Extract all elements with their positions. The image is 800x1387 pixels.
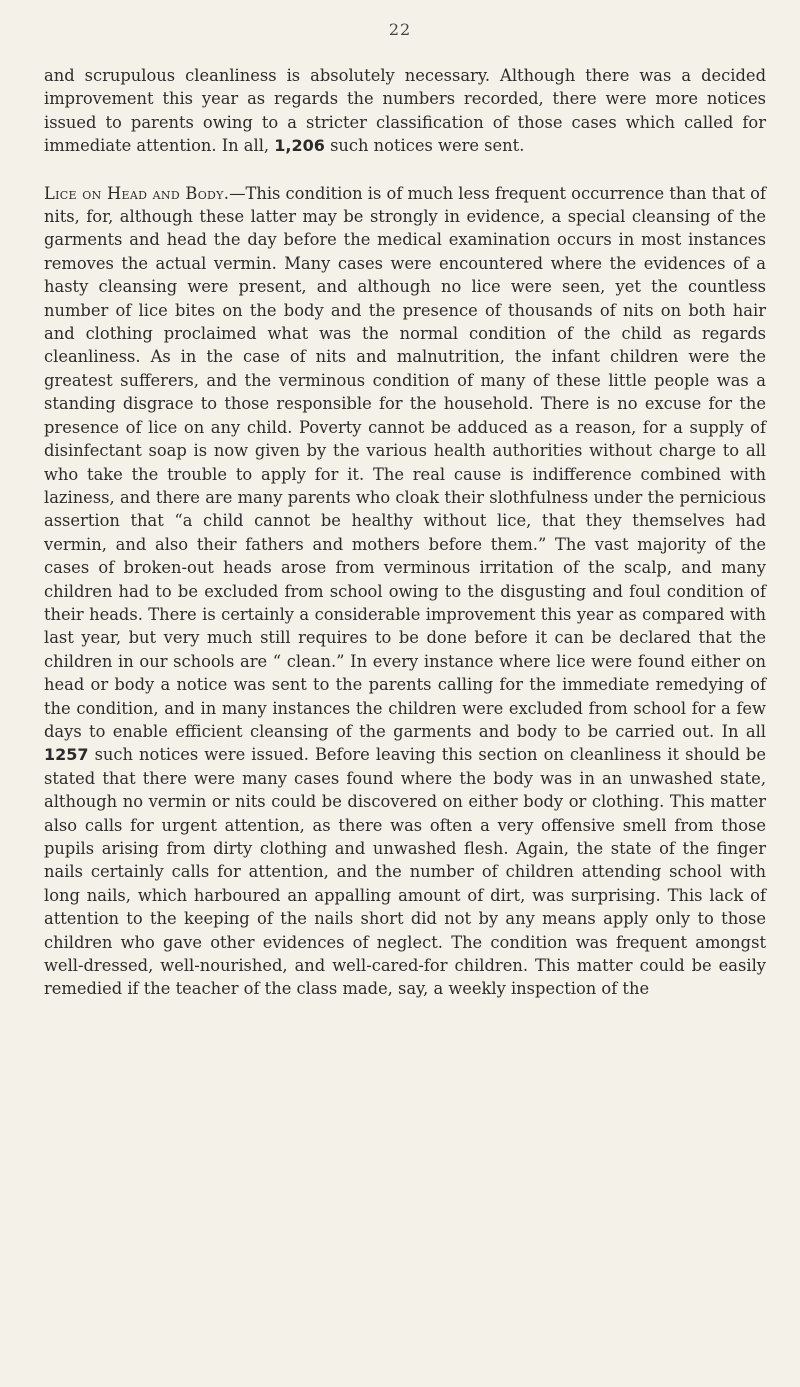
paragraph-1-text-end: such notices were sent. [324, 136, 525, 156]
paragraph-continuation [44, 64, 766, 158]
paragraph-2-text-start: —This condition is of much less frequent occurrence than that of nits, for, although these latter may be strongly in evidence, a special cleansing of the garments and head the day before the medical examination occurs in most instances removes the actual vermin. Many cases were encountered where the evidences of a hasty cleansing were present, and although no lice were seen, yet the countless number of lice bites on the body and the presence of thousands of nits on both hair and clothing proclaimed what was the normal condition of the child as regards cleanliness. As in the case of nits and malnutrition, the infant children were the greatest sufferers, and the verminous condition of many of these little people was a standing disgrace to those responsible for the household. There is no excuse for the presence of lice on any child. Poverty cannot be adduced as a reason, for a supply of disinfectant soap is now given by the various health authorities without charge to all who take the trouble to apply for it. The real cause is indifference combined with laziness, and there are many parents who cloak their slothfulness under the pernicious assertion that “a child cannot be healthy without lice, that they themselves had vermin, and also their fathers and mothers before them.” The vast majority of the cases of broken-out heads arose from verminous irritation of the scalp, and many children had to be excluded from school owing to the disgusting and foul condition of their heads. There is certainly a considerable improvement this year as compared with last year, but very much still requires to be done before it can be declared that the children in our schools are “ clean.” In every instance where lice were found either on head or body a notice was sent to the parents calling for the immediate remedying of the condition, and in many instances the children were excluded from school for a few days to enable efficient cleansing of the garments and body to be carried out. In all [44, 183, 767, 741]
body-text [44, 64, 766, 1001]
notices-count-nits: 1,206 [274, 136, 325, 156]
paragraph-1-text-start: and scrupulous cleanliness is absolutely necessary. Although there was a decided improvement this year as regards the numbers recorded, there were more notices issued to parents owing to a stricter classification of those cases which called for immediate attention. In all, [44, 66, 766, 156]
paragraph-2-text-end: such notices were issued. Before leaving this section on cleanliness it should be stated that there were many cases found where the body was in an unwashed state, although no vermin or nits could be discovered on either body or clothing. This matter also calls for urgent attention, as there was often a very offensive smell from those pupils arising from dirty clothing and unwashed flesh. Again, the state of the finger nails certainly calls for attention, and the number of children attending school with long nails, which harboured an appalling amount of dirt, was surprising. This lack of attention to the keeping of the nails short did not by any means apply only to those children who gave other evidences of neglect. The condition was frequent amongst well-dressed, well-nourished, and well-cared-for children. This matter could be easily remedied if the teacher of the class made, say, a weekly inspection of the [44, 745, 766, 999]
notices-count-lice: 1257 [44, 745, 89, 765]
section-heading-lice: Lice on Head and Body. [44, 183, 230, 203]
page-number: 22 [388, 20, 412, 39]
paragraph-lice-section [44, 182, 766, 1001]
